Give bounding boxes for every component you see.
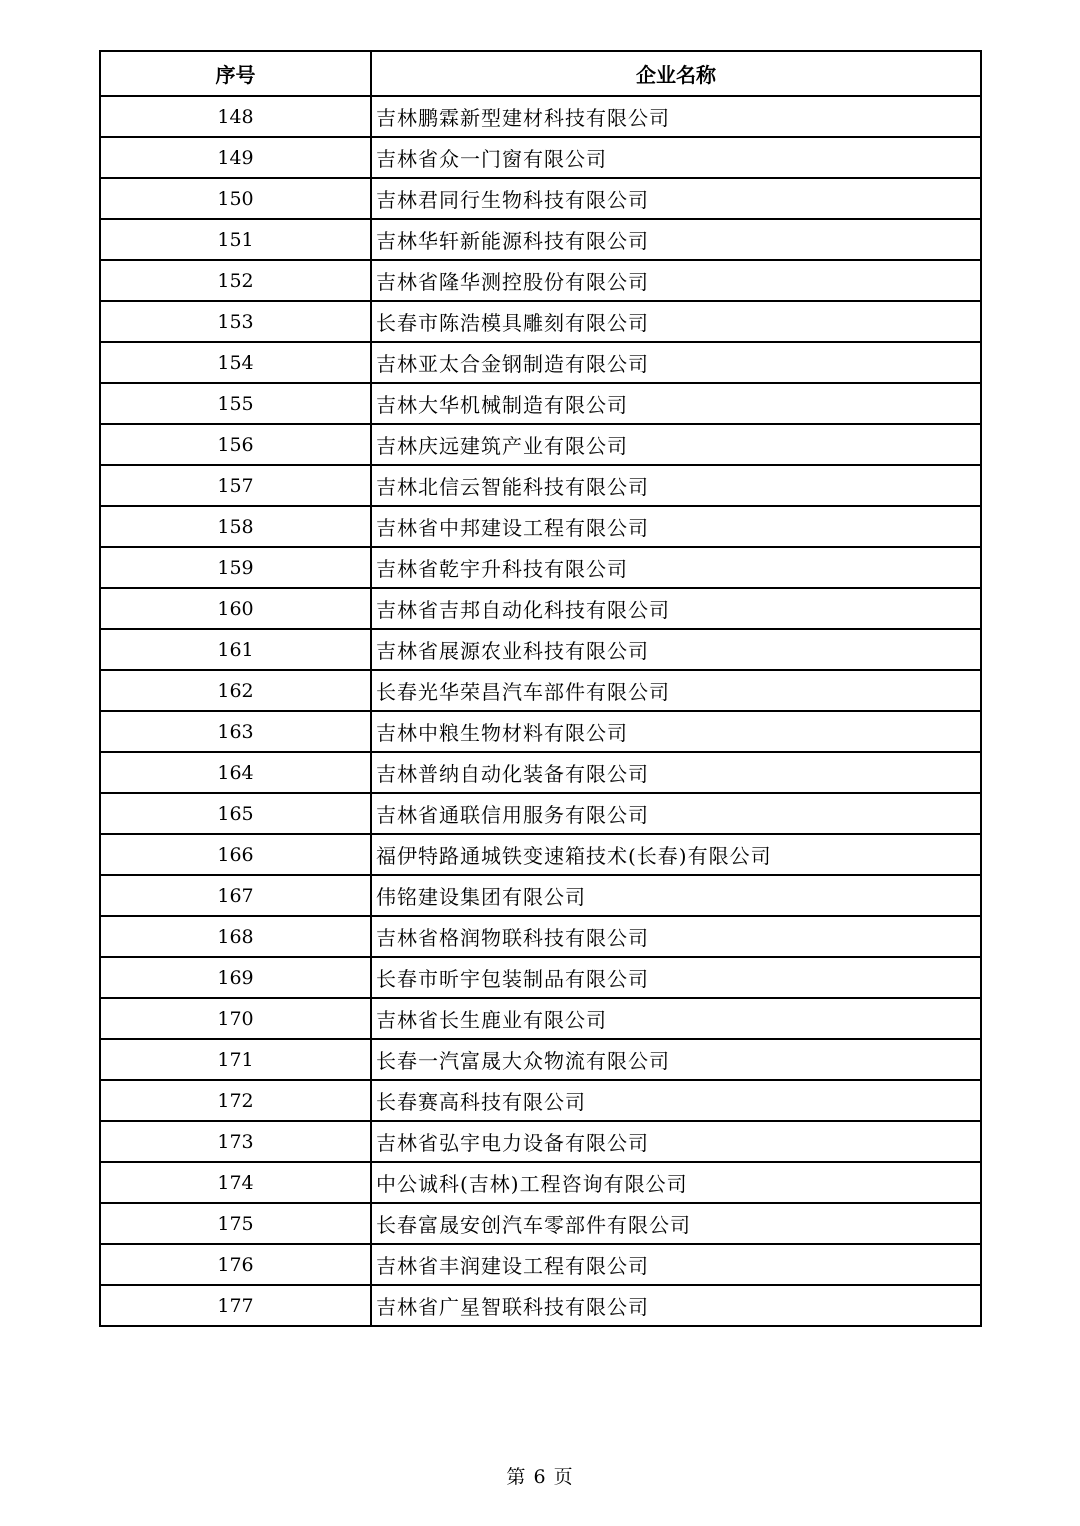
- enterprise-name-cell: 吉林省乾宇升科技有限公司: [371, 547, 981, 588]
- enterprise-name-cell: 吉林省通联信用服务有限公司: [371, 793, 981, 834]
- serial-number-cell: 160: [100, 588, 371, 629]
- table-row: [100, 670, 981, 711]
- column-header-enterprise-name: 企业名称: [371, 51, 981, 96]
- enterprise-name-cell: 长春一汽富晟大众物流有限公司: [371, 1039, 981, 1080]
- enterprise-name-cell: 吉林省格润物联科技有限公司: [371, 916, 981, 957]
- table-row: [100, 301, 981, 342]
- enterprise-name-cell: 吉林省众一门窗有限公司: [371, 137, 981, 178]
- serial-number-cell: 158: [100, 506, 371, 547]
- table-row: [100, 1203, 981, 1244]
- enterprise-name-cell: 长春市昕宇包装制品有限公司: [371, 957, 981, 998]
- enterprise-name-cell: 吉林省广星智联科技有限公司: [371, 1285, 981, 1326]
- enterprise-name-cell: 长春赛高科技有限公司: [371, 1080, 981, 1121]
- serial-number-cell: 162: [100, 670, 371, 711]
- enterprise-name-cell: 吉林省弘宇电力设备有限公司: [371, 1121, 981, 1162]
- serial-number-cell: 168: [100, 916, 371, 957]
- table-row: [100, 998, 981, 1039]
- serial-number-cell: 163: [100, 711, 371, 752]
- enterprise-name-cell: 长春市陈浩模具雕刻有限公司: [371, 301, 981, 342]
- table-row: [100, 588, 981, 629]
- table-row: [100, 219, 981, 260]
- enterprise-name-cell: 吉林君同行生物科技有限公司: [371, 178, 981, 219]
- enterprise-name-cell: 吉林省长生鹿业有限公司: [371, 998, 981, 1039]
- table-row: [100, 1080, 981, 1121]
- serial-number-cell: 156: [100, 424, 371, 465]
- serial-number-cell: 149: [100, 137, 371, 178]
- serial-number-cell: 169: [100, 957, 371, 998]
- enterprise-name-cell: 伟铭建设集团有限公司: [371, 875, 981, 916]
- enterprise-name-cell: 吉林大华机械制造有限公司: [371, 383, 981, 424]
- column-header-serial-number: 序号: [100, 51, 371, 96]
- page-number: 第 6 页: [506, 1466, 574, 1488]
- serial-number-cell: 152: [100, 260, 371, 301]
- table-row: [100, 96, 981, 137]
- table-row: [100, 834, 981, 875]
- serial-number-cell: 166: [100, 834, 371, 875]
- table-row: [100, 1121, 981, 1162]
- enterprise-name-cell: 吉林普纳自动化装备有限公司: [371, 752, 981, 793]
- table-row: [100, 506, 981, 547]
- serial-number-cell: 165: [100, 793, 371, 834]
- table-row: [100, 1285, 981, 1326]
- enterprise-name-cell: 吉林省展源农业科技有限公司: [371, 629, 981, 670]
- enterprise-name-cell: 吉林鹏霖新型建材科技有限公司: [371, 96, 981, 137]
- serial-number-cell: 173: [100, 1121, 371, 1162]
- enterprise-name-cell: 吉林亚太合金钢制造有限公司: [371, 342, 981, 383]
- serial-number-cell: 164: [100, 752, 371, 793]
- serial-number-cell: 161: [100, 629, 371, 670]
- enterprise-name-cell: 吉林北信云智能科技有限公司: [371, 465, 981, 506]
- table-row: [100, 957, 981, 998]
- enterprise-table: [99, 50, 982, 1327]
- serial-number-cell: 175: [100, 1203, 371, 1244]
- enterprise-name-cell: 中公诚科(吉林)工程咨询有限公司: [371, 1162, 981, 1203]
- enterprise-name-cell: 吉林中粮生物材料有限公司: [371, 711, 981, 752]
- serial-number-cell: 176: [100, 1244, 371, 1285]
- table-row: [100, 465, 981, 506]
- serial-number-cell: 157: [100, 465, 371, 506]
- serial-number-cell: 154: [100, 342, 371, 383]
- enterprise-name-cell: 福伊特路通城铁变速箱技术(长春)有限公司: [371, 834, 981, 875]
- table-row: [100, 1162, 981, 1203]
- serial-number-cell: 174: [100, 1162, 371, 1203]
- serial-number-cell: 170: [100, 998, 371, 1039]
- table-row: [100, 711, 981, 752]
- serial-number-cell: 167: [100, 875, 371, 916]
- table-row: [100, 629, 981, 670]
- table-row: [100, 137, 981, 178]
- serial-number-cell: 171: [100, 1039, 371, 1080]
- serial-number-cell: 155: [100, 383, 371, 424]
- serial-number-cell: 150: [100, 178, 371, 219]
- table-row: [100, 342, 981, 383]
- table-row: [100, 178, 981, 219]
- table-row: [100, 383, 981, 424]
- table-row: [100, 875, 981, 916]
- table-row: [100, 260, 981, 301]
- table-row: [100, 1039, 981, 1080]
- serial-number-cell: 148: [100, 96, 371, 137]
- table-row: [100, 424, 981, 465]
- enterprise-name-cell: 长春光华荣昌汽车部件有限公司: [371, 670, 981, 711]
- enterprise-name-cell: 吉林省丰润建设工程有限公司: [371, 1244, 981, 1285]
- enterprise-name-cell: 吉林华轩新能源科技有限公司: [371, 219, 981, 260]
- table-row: [100, 793, 981, 834]
- enterprise-name-cell: 吉林省隆华测控股份有限公司: [371, 260, 981, 301]
- enterprise-name-cell: 吉林省中邦建设工程有限公司: [371, 506, 981, 547]
- serial-number-cell: 153: [100, 301, 371, 342]
- table-row: [100, 1244, 981, 1285]
- table-header-row: [100, 51, 981, 96]
- enterprise-name-cell: 吉林省吉邦自动化科技有限公司: [371, 588, 981, 629]
- serial-number-cell: 151: [100, 219, 371, 260]
- enterprise-name-cell: 长春富晟安创汽车零部件有限公司: [371, 1203, 981, 1244]
- table-row: [100, 916, 981, 957]
- table-body: [100, 96, 981, 1326]
- serial-number-cell: 159: [100, 547, 371, 588]
- table-row: [100, 547, 981, 588]
- enterprise-name-cell: 吉林庆远建筑产业有限公司: [371, 424, 981, 465]
- table-row: [100, 752, 981, 793]
- serial-number-cell: 172: [100, 1080, 371, 1121]
- serial-number-cell: 177: [100, 1285, 371, 1326]
